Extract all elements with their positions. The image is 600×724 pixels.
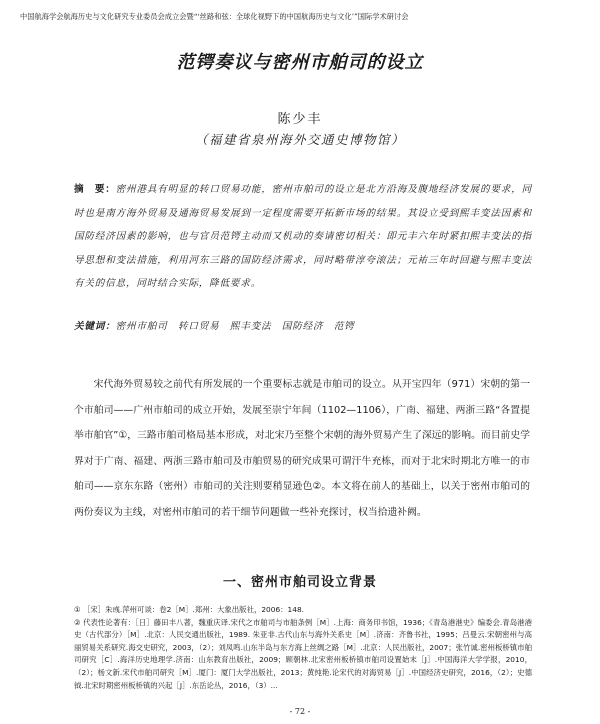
abstract-label: 摘 要： <box>74 184 116 195</box>
page-number: - 72 - <box>289 707 311 716</box>
keywords <box>74 320 532 334</box>
footnotes <box>74 604 532 692</box>
author-name: 陈少丰 <box>277 112 323 127</box>
keywords-text: 密州市舶司 转口贸易 熙丰变法 国防经济 范锷 <box>115 321 355 332</box>
body-paragraph: 宋代海外贸易较之前代有所发展的一个重要标志就是市舶司的设立。从开宝四年（971）宋朝的第一个市舶司——广州市舶司的成立开始，发展至崇宁年间（1102—1106），广南、福建、两浙三路“各置提举市舶官”①，三路市舶司格局基本形成，对北宋乃至整个宋朝的海外贸易产生了深远的影响。而目前史学界对于广南、福建、两浙三路市舶司及市舶贸易的研究成果可谓汗牛充栋，而对于北宋时期北方唯一的市舶司——京东东路（密州）市舶司的关注则要稍显逊色②。本文将在前人的基础上，以关于密州市舶司的两份奏议为主线，对密州市舶司的若干细节问题做一些补充探讨，权当拾遗补阙。 <box>74 379 530 518</box>
section-heading: 一、密州市舶司设立背景 <box>222 575 377 590</box>
abstract <box>74 178 532 296</box>
article-title: 范锷奏议与密州市舶司的设立 <box>176 52 424 73</box>
author-affiliation: （福建省泉州海外交通史博物馆） <box>194 132 405 147</box>
running-header: 中国航海学会航海历史与文化研究专业委员会成立会暨“‘丝路和弦：全球化视野下的中国航海历史与文化’”国际学术研讨会 <box>20 12 409 21</box>
abstract-text: 密州港具有明显的转口贸易功能，密州市舶司的设立是北方沿海及腹地经济发展的要求，同时也是南方海外贸易及通海贸易发展到一定程度需要开拓新市场的结果。其设立受到熙丰变法因素和国防经济因素的影响，也与官员范锷主动而又机动的奏请密切相关：即元丰六年时紧扣熙丰变法的指导思想和变法措施，利用河东三路的国防经济需求，同时略带淳夸滚法；元祐三年时回避与熙丰变法有关的信息，同时结合实际，降低要求。 <box>74 184 532 289</box>
keywords-label: 关键词： <box>74 321 116 332</box>
footnote-1: ① ［宋］朱彧.萍州可谈：卷2［M］.郑州：大象出版社，2006：148. <box>74 605 305 614</box>
body-text <box>74 372 530 525</box>
footnote-2: ② 代表性论著有：［日］藤田丰八著，魏重庆译.宋代之市舶司与市舶条例［M］.上海：商务印书馆，1936；《青岛港港史》编委会.青岛港港史（古代部分）［M］.北京：人民交通出版社，1989. 朱亚非.古代山东与海外关系史［M］.济南：齐鲁书社，1995；吕曼云.宋朝密州与高丽贸易关系研究.海交史研究，2003，（2）；刘凤鸣.山东半岛与东方海上丝绸之路［M］.北京：人民出版社，2007；张竹诚.密州板桥镇市舶司研究［C］.海洋历史地理学.济南：山东教育出版社，2009；顾朝林.北宋密州板桥镇市舶司设置始末［J］.中国海洋大学学报，2010，（2）；杨文新.宋代市舶司研究［M］.厦门：厦门大学出版社，2013；黄纯艳.论宋代的对海贸易［J］.中国经济史研究，2016，（2）；史德钺.北宋时期密州板桥镇的兴起［J］.东岳论丛，2016，（3）... <box>74 617 532 690</box>
